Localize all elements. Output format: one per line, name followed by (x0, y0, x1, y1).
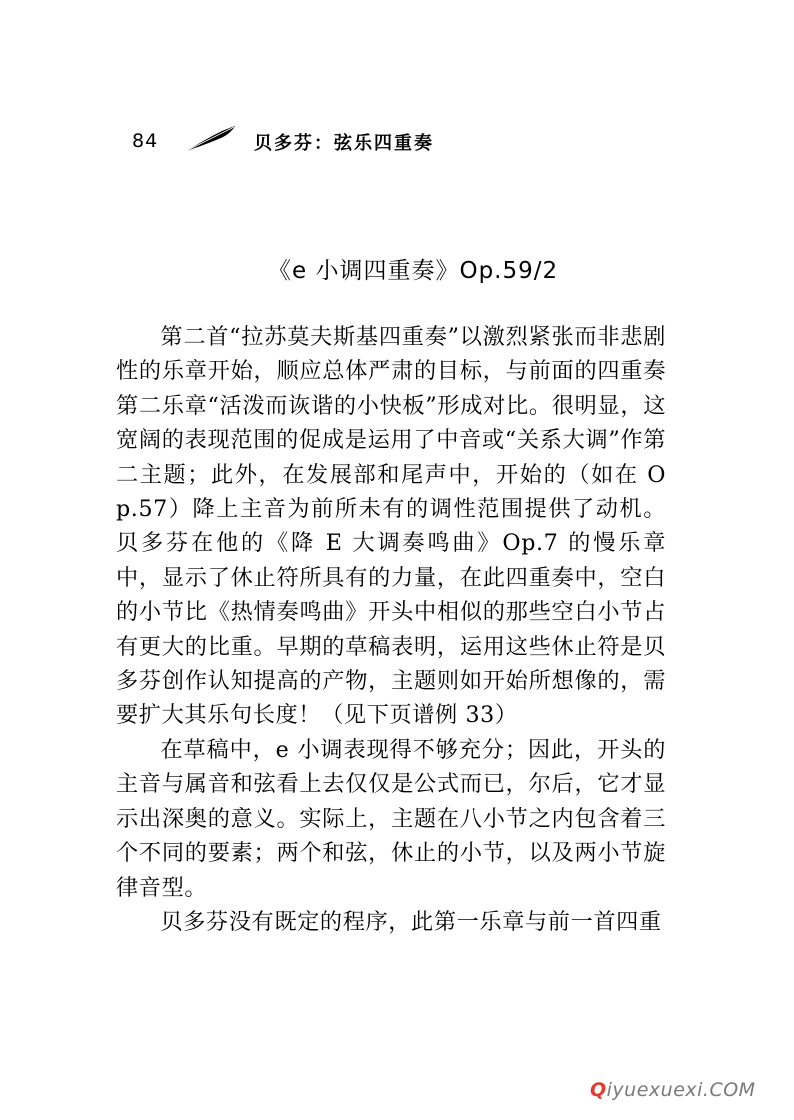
paragraph-2: 在草稿中，e 小调表现得不够充分；因此，开头的主音与属音和弦看上去仅仅是公式而已，尔后，它才显示出深奥的意义。实际上，主题在八小节之内包含着三个不同的要素；两个和弦，休止的小节，以及两小节旋律音型。 (116, 736, 666, 901)
paragraph-3: 贝多芬没有既定的程序，此第一乐章与前一首四重 (160, 908, 662, 935)
page-header (0, 0, 794, 180)
paragraph-1: 第二首“拉苏莫夫斯基四重奏”以激烈紧张而非悲剧性的乐章开始，顺应总体严肃的目标，与前面的四重奏第二乐章“活泼而诙谐的小快板”形成对比。很明显，这宽阔的表现范围的促成是运用了中音或“关系大调”作第二主题；此外，在发展部和尾声中，开始的（如在 Op.57）降上主音为前所未有的调性范围提供了动机。贝多芬在他的《降 E 大调奏鸣曲》Op.7 的慢乐章中，显示了休止符所具有的力量，在此四重奏中，空白的小节比《热情奏鸣曲》开头中相似的那些空白小节占有更大的比重。早期的草稿表明，运用这些休止符是贝多芬创作认知提高的产物，主题则如开始所想像的，需要扩大其乐句长度！（见下页谱例 33） (116, 324, 666, 729)
running-title: 贝多芬：弦乐四重奏 (254, 133, 434, 154)
watermark-text: iyuexuexi.COM (606, 1079, 756, 1101)
feather-quill-icon (184, 124, 236, 154)
body-text (116, 320, 666, 939)
site-watermark (590, 1079, 780, 1109)
watermark-q: Q (590, 1079, 607, 1101)
section-title: 《e 小调四重奏》Op.59/2 (268, 258, 559, 284)
page-number: 84 (132, 130, 159, 152)
